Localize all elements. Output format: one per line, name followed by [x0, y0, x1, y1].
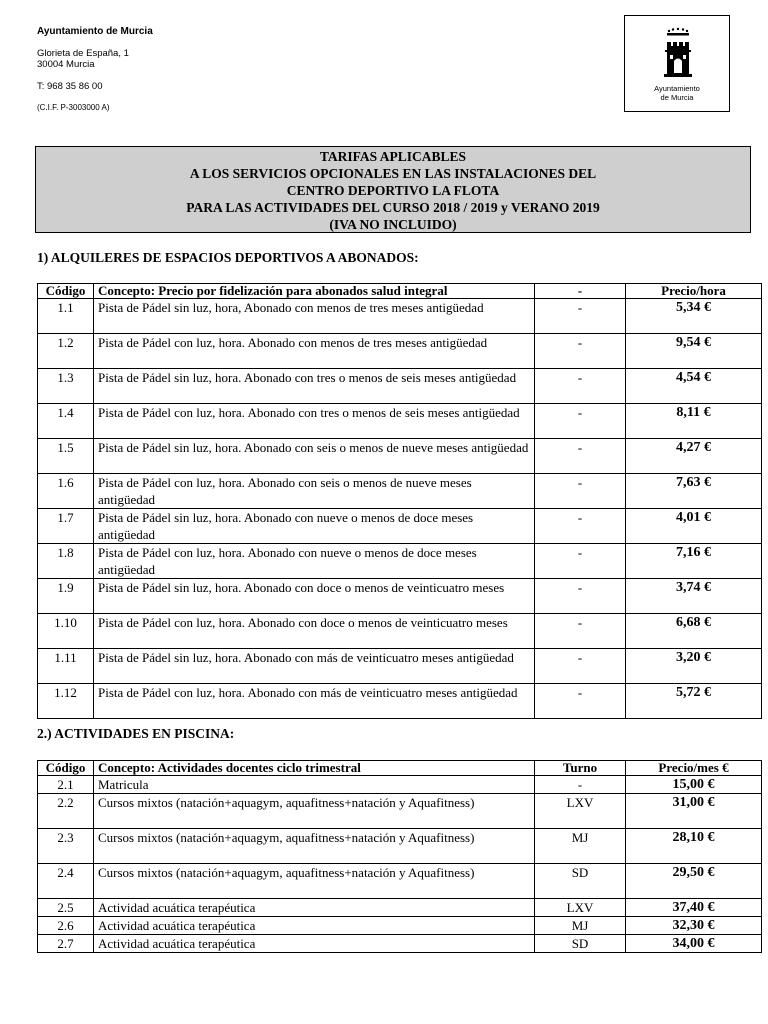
row-concept: Pista de Pádel sin luz, hora. Abonado con tres o menos de seis meses antigüedad [94, 369, 535, 404]
header-price: Precio/mes € [626, 761, 762, 776]
row-code: 2.7 [38, 935, 94, 953]
table-row [38, 917, 762, 935]
table-row [38, 544, 762, 579]
row-code: 1.11 [38, 649, 94, 684]
row-price: 32,30 € [626, 917, 762, 935]
pool-activities-table [37, 760, 762, 953]
row-concept: Pista de Pádel sin luz, hora, Abonado con menos de tres meses antigüedad [94, 299, 535, 334]
crown-castle-icon [663, 26, 693, 82]
row-code: 2.2 [38, 794, 94, 829]
row-turn: LXV [535, 899, 626, 917]
row-code: 1.2 [38, 334, 94, 369]
row-price: 7,16 € [626, 544, 762, 579]
row-extra: - [535, 439, 626, 474]
row-price: 5,72 € [626, 684, 762, 719]
title-line: (IVA NO INCLUIDO) [329, 217, 457, 232]
row-concept: Pista de Pádel con luz, hora. Abonado con doce o menos de veinticuatro meses [94, 614, 535, 649]
row-price: 29,50 € [626, 864, 762, 899]
table-row [38, 474, 762, 509]
row-code: 1.3 [38, 369, 94, 404]
row-code: 1.9 [38, 579, 94, 614]
table-row [38, 579, 762, 614]
row-code: 2.4 [38, 864, 94, 899]
row-extra: - [535, 404, 626, 439]
row-concept: Pista de Pádel con luz, hora. Abonado con nueve o menos de doce meses antigüedad [94, 544, 535, 579]
row-price: 3,74 € [626, 579, 762, 614]
row-price: 9,54 € [626, 334, 762, 369]
org-name: Ayuntamiento de Murcia [37, 26, 153, 37]
row-extra: - [535, 649, 626, 684]
row-code: 1.4 [38, 404, 94, 439]
row-code: 1.12 [38, 684, 94, 719]
table-row [38, 614, 762, 649]
row-price: 6,68 € [626, 614, 762, 649]
header-turn: Turno [535, 761, 626, 776]
row-code: 1.1 [38, 299, 94, 334]
row-turn: - [535, 776, 626, 794]
table-row [38, 649, 762, 684]
table-row [38, 794, 762, 829]
row-extra: - [535, 614, 626, 649]
row-turn: SD [535, 935, 626, 953]
row-extra: - [535, 369, 626, 404]
row-concept: Cursos mixtos (natación+aquagym, aquafitness+natación y Aquafitness) [94, 794, 535, 829]
table-row [38, 684, 762, 719]
row-concept: Pista de Pádel con luz, hora. Abonado con más de veinticuatro meses antigüedad [94, 684, 535, 719]
row-price: 31,00 € [626, 794, 762, 829]
table-row [38, 509, 762, 544]
row-code: 1.8 [38, 544, 94, 579]
row-concept: Actividad acuática terapéutica [94, 899, 535, 917]
row-price: 8,11 € [626, 404, 762, 439]
table-row [38, 299, 762, 334]
table-row [38, 899, 762, 917]
header-concept: Concepto: Actividades docentes ciclo trimestral [94, 761, 535, 776]
row-extra: - [535, 509, 626, 544]
row-concept: Pista de Pádel sin luz, hora. Abonado con nueve o menos de doce meses antigüedad [94, 509, 535, 544]
logo-text-line-1: Ayuntamiento [654, 84, 700, 93]
row-code: 1.10 [38, 614, 94, 649]
row-code: 2.1 [38, 776, 94, 794]
logo-text-line-2: de Murcia [660, 93, 694, 102]
cif: (C.I.F. P-3003000 A) [37, 103, 110, 112]
row-price: 5,34 € [626, 299, 762, 334]
row-turn: LXV [535, 794, 626, 829]
row-extra: - [535, 299, 626, 334]
title-line: A LOS SERVICIOS OPCIONALES EN LAS INSTALACIONES DEL [189, 166, 597, 181]
header-code: Código [38, 761, 94, 776]
section-2-heading: 2.) ACTIVIDADES EN PISCINA: [37, 726, 235, 741]
row-concept: Actividad acuática terapéutica [94, 935, 535, 953]
row-extra: - [535, 334, 626, 369]
table-header-row [38, 284, 762, 299]
title-line: CENTRO DEPORTIVO LA FLOTA [286, 183, 500, 198]
city-logo [624, 15, 730, 112]
table-row [38, 829, 762, 864]
table-row [38, 404, 762, 439]
table-row [38, 439, 762, 474]
row-extra: - [535, 684, 626, 719]
table-row [38, 864, 762, 899]
title-line: TARIFAS APLICABLES [319, 149, 467, 164]
row-code: 2.5 [38, 899, 94, 917]
row-concept: Pista de Pádel sin luz, hora. Abonado con más de veinticuatro meses antigüedad [94, 649, 535, 684]
table-row [38, 935, 762, 953]
row-concept: Pista de Pádel sin luz, hora. Abonado con seis o menos de nueve meses antigüedad [94, 439, 535, 474]
row-extra: - [535, 579, 626, 614]
table-row [38, 776, 762, 794]
header-concept: Concepto: Precio por fidelización para abonados salud integral [94, 284, 535, 299]
row-code: 1.6 [38, 474, 94, 509]
row-extra: - [535, 544, 626, 579]
title-line: PARA LAS ACTIVIDADES DEL CURSO 2018 / 2019 y VERANO 2019 [186, 200, 600, 215]
header-price: Precio/hora [626, 284, 762, 299]
row-price: 37,40 € [626, 899, 762, 917]
row-concept: Pista de Pádel con luz, hora. Abonado con seis o menos de nueve meses antigüedad [94, 474, 535, 509]
row-price: 3,20 € [626, 649, 762, 684]
phone: T: 968 35 86 00 [37, 81, 103, 92]
title-box [35, 146, 751, 233]
table-row [38, 369, 762, 404]
row-price: 7,63 € [626, 474, 762, 509]
row-concept: Cursos mixtos (natación+aquagym, aquafitness+natación y Aquafitness) [94, 864, 535, 899]
row-concept: Pista de Pádel sin luz, hora. Abonado con doce o menos de veinticuatro meses [94, 579, 535, 614]
row-concept: Actividad acuática terapéutica [94, 917, 535, 935]
row-turn: SD [535, 864, 626, 899]
row-price: 28,10 € [626, 829, 762, 864]
row-turn: MJ [535, 917, 626, 935]
address-line-2: 30004 Murcia [37, 59, 95, 70]
row-code: 2.3 [38, 829, 94, 864]
row-code: 1.7 [38, 509, 94, 544]
row-concept: Pista de Pádel con luz, hora. Abonado con tres o menos de seis meses antigüedad [94, 404, 535, 439]
row-concept: Pista de Pádel con luz, hora. Abonado con menos de tres meses antigüedad [94, 334, 535, 369]
row-price: 4,27 € [626, 439, 762, 474]
row-code: 1.5 [38, 439, 94, 474]
header-code: Código [38, 284, 94, 299]
address-line-1: Glorieta de España, 1 [37, 48, 129, 59]
row-price: 34,00 € [626, 935, 762, 953]
rentals-table [37, 283, 762, 719]
row-price: 4,01 € [626, 509, 762, 544]
section-1-heading: 1) ALQUILERES DE ESPACIOS DEPORTIVOS A ABONADOS: [37, 250, 419, 265]
header-extra: - [535, 284, 626, 299]
row-code: 2.6 [38, 917, 94, 935]
table-header-row [38, 761, 762, 776]
row-concept: Cursos mixtos (natación+aquagym, aquafitness+natación y Aquafitness) [94, 829, 535, 864]
row-price: 4,54 € [626, 369, 762, 404]
row-concept: Matricula [94, 776, 535, 794]
row-turn: MJ [535, 829, 626, 864]
table-row [38, 334, 762, 369]
row-price: 15,00 € [626, 776, 762, 794]
row-extra: - [535, 474, 626, 509]
